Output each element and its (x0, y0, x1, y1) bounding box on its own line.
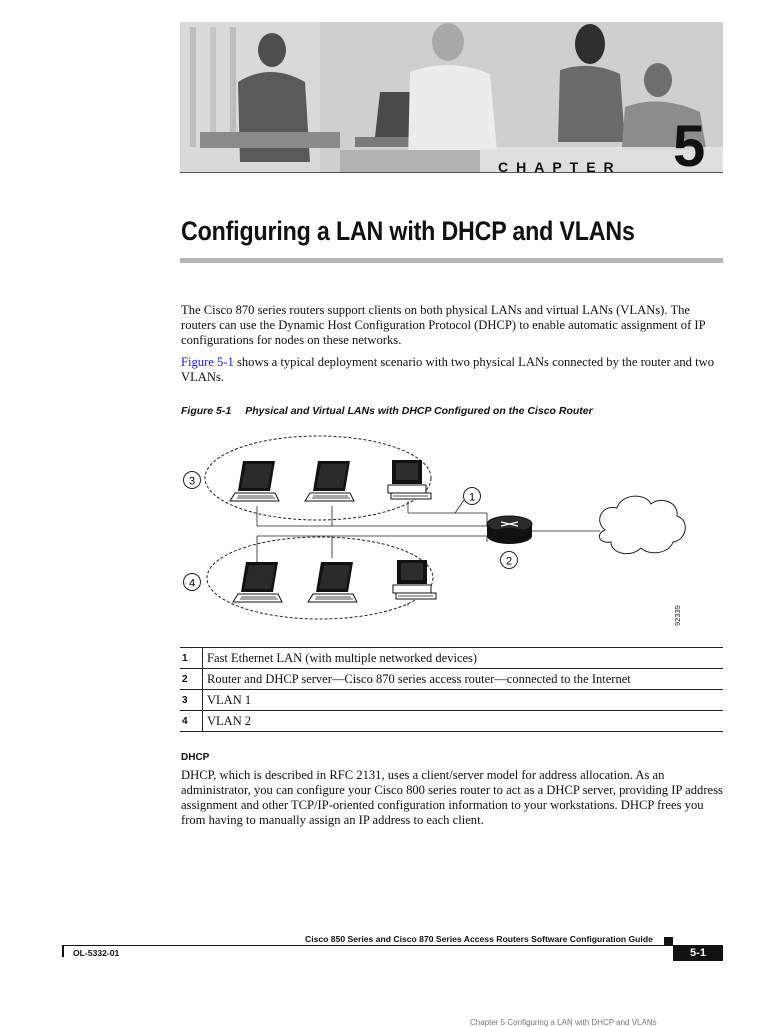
footer-rule (62, 945, 723, 946)
legend-text: VLAN 1 (203, 690, 724, 711)
intro-paragraph: The Cisco 870 series routers support clients on both physical LANs and virtual LANs (VLANs). The routers can use the Dynamic Host Configuration Protocol (DHCP) to enable automatic assignment of IP configurations for nodes on these networks. (181, 303, 706, 347)
chapter-number: 5 (673, 114, 706, 179)
laptop-icon (308, 562, 357, 602)
laptop-icon (230, 461, 279, 501)
legend-number: 3 (180, 690, 203, 711)
figure-title: Physical and Virtual LANs with DHCP Configured on the Cisco Router (245, 405, 593, 417)
laptop-icon (305, 461, 354, 501)
chapter-label: CHAPTER (498, 159, 622, 175)
figure-5-1-link[interactable]: Figure 5-1 (181, 355, 234, 369)
footer-guide-title: Cisco 850 Series and Cisco 870 Series Access Routers Software Configuration Guide (305, 934, 653, 944)
legend-text: Router and DHCP server—Cisco 870 series access router—connected to the Internet (203, 669, 724, 690)
internet-cloud-icon (599, 496, 685, 554)
legend-number: 1 (180, 648, 203, 669)
banner-rule (180, 172, 723, 173)
network-diagram (175, 428, 695, 633)
legend-text: Fast Ethernet LAN (with multiple networked devices) (203, 648, 724, 669)
legend-number: 2 (180, 669, 203, 690)
table-row (180, 669, 723, 690)
callout-3-label: 3 (188, 475, 196, 488)
legend-text: VLAN 2 (203, 711, 724, 732)
table-row (180, 648, 723, 669)
figure-reference-text: shows a typical deployment scenario with two physical LANs connected by the router and two VLANs. (181, 355, 715, 384)
figure-number: Figure 5-1 (181, 405, 232, 417)
table-row (180, 711, 723, 732)
callout-2-label: 2 (505, 555, 513, 568)
workstation-icon (388, 460, 431, 499)
table-row (180, 690, 723, 711)
page-number: 5-1 (673, 946, 723, 961)
callout-1-label: 1 (468, 491, 476, 504)
workstation-icon (393, 560, 436, 599)
callout-4-label: 4 (188, 577, 196, 590)
legend-number: 4 (180, 711, 203, 732)
footer-doc-number: OL-5332-01 (73, 948, 120, 958)
laptop-icon (233, 562, 282, 602)
dhcp-section-heading: DHCP (181, 752, 210, 763)
figure-legend-table (180, 647, 723, 732)
title-rule (180, 258, 723, 263)
people-photo-image (180, 22, 723, 173)
chapter-banner-photo (180, 22, 723, 173)
running-head: Chapter 5 Configuring a LAN with DHCP and VLANs (470, 1018, 657, 1027)
page-title: Configuring a LAN with DHCP and VLANs (181, 216, 635, 246)
figure-art-id: 92339 (673, 605, 682, 626)
figure-reference-paragraph (181, 355, 726, 385)
figure-caption (181, 405, 593, 417)
dhcp-paragraph: DHCP, which is described in RFC 2131, uses a client/server model for address allocation. As an administrator, you can configure your Cisco 800 series router to act as a DHCP server, providing IP address assignment and other TCP/IP-oriented configuration information to your workstations. DHCP frees you from having to manually assign an IP address to each client. (181, 768, 723, 827)
footer-tick (62, 945, 64, 957)
router-icon (487, 516, 532, 544)
